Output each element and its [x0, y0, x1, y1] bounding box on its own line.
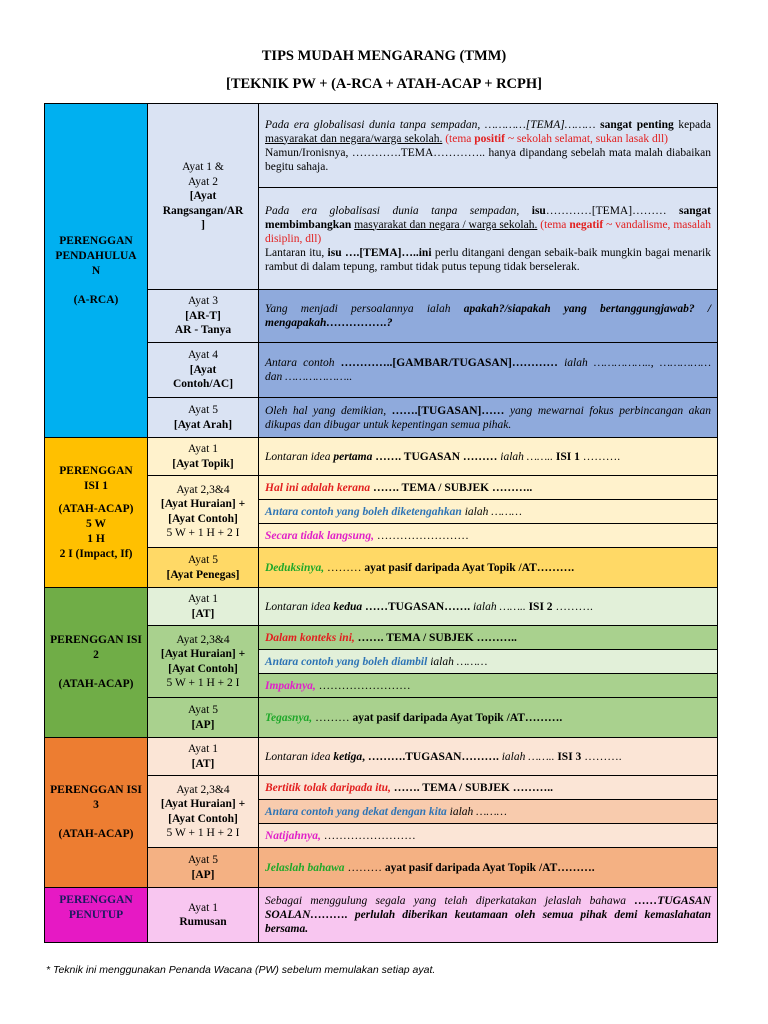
text-isi2-impak: Impaknya, ……………………	[259, 674, 718, 698]
page-subtitle: [TEKNIK PW + (A-RCA + ATAH-ACAP + RCPH]	[226, 76, 542, 92]
text-isi2-penegas: Tegasnya, ……… ayat pasif daripada Ayat Topik /AT……….	[259, 698, 718, 738]
text-penutup: Sebagai menggulung segala yang telah diperkatakan jelaslah bahawa ……TUGASAN SOALAN………. perlulah diberikan keutamaan oleh semua pihak demi kemaslahatan bersama.	[259, 888, 718, 943]
section-isi-1: PERENGGAN ISI 1 (ATAH-ACAP) 5 W 1 H 2 I (Impact, If)	[45, 438, 148, 588]
text-isi2-topik: Lontaran idea kedua ……TUGASAN……. ialah …….. ISI 2 ……….	[259, 588, 718, 626]
ayat-topik: Ayat 1 [AT]	[148, 738, 259, 776]
ayat-rumusan: Ayat 1 Rumusan	[148, 888, 259, 943]
section-isi-3: PERENGGAN ISI 3 (ATAH-ACAP)	[45, 738, 148, 888]
ayat-1-2-rangsangan: Ayat 1 & Ayat 2 [Ayat Rangsangan/AR ]	[148, 104, 259, 290]
text-isi3-penegas: Jelaslah bahawa ……… ayat pasif daripada Ayat Topik /AT……….	[259, 848, 718, 888]
page-title: TIPS MUDAH MENGARANG (TMM)	[261, 48, 507, 64]
text-ayat-arah: Oleh hal yang demikian, …….[TUGASAN]…… yang mewarnai fokus perbincangan akan dikupas dan dibugar untuk kepentingan semua pihak.	[259, 398, 718, 438]
footnote: * Teknik ini menggunakan Penanda Wacana (PW) sebelum memulakan setiap ayat.	[46, 964, 436, 976]
text-isi1-impak: Secara tidak langsung, ……………………	[259, 524, 718, 548]
text-isi2-huraian: Dalam konteks ini, ……. TEMA / SUBJEK ………..	[259, 626, 718, 650]
section-penutup: PERENGGAN PENUTUP	[45, 888, 148, 943]
ayat-topik: Ayat 1 [Ayat Topik]	[148, 438, 259, 476]
text-isi3-topik: Lontaran idea ketiga, ……….TUGASAN………. ialah …….. ISI 3 ……….	[259, 738, 718, 776]
section-isi-2: PERENGGAN ISI 2 (ATAH-ACAP)	[45, 588, 148, 738]
ayat-topik: Ayat 1 [AT]	[148, 588, 259, 626]
text-isi1-huraian: Hal ini adalah kerana ……. TEMA / SUBJEK ………..	[259, 476, 718, 500]
ayat-huraian: Ayat 2,3&4 [Ayat Huraian] + [Ayat Contoh] 5 W + 1 H + 2 I	[148, 776, 259, 848]
ayat-huraian: Ayat 2,3&4 [Ayat Huraian] + [Ayat Contoh] 5 W + 1 H + 2 I	[148, 476, 259, 548]
section-pendahuluan: PERENGGAN PENDAHULUA N (A-RCA)	[45, 104, 148, 438]
ayat-penegas: Ayat 5 [AP]	[148, 848, 259, 888]
text-rangsangan-negatif: Pada era globalisasi dunia tanpa sempadan, isu…………[TEMA]……… sangat membimbangkan masyarakat dan negara / warga sekolah. (tema negatif ~ vandalisme, masalah disiplin, dll) Lantaran itu, isu ….[TEMA]…..ini perlu ditangani dengan sebaik-baik mungkin bagai menarik rambut di dalam tepung, rambut tidak putus tepung tidak berselerak.	[259, 188, 718, 290]
ayat-3-ar-tanya: Ayat 3 [AR-T] AR - Tanya	[148, 290, 259, 343]
essay-technique-table	[44, 103, 718, 943]
text-ar-tanya: Yang menjadi persoalannya ialah apakah?/siapakah yang bertanggungjawab? / mengapakah…………….?	[259, 290, 718, 343]
ayat-penegas: Ayat 5 [AP]	[148, 698, 259, 738]
text-isi3-contoh: Antara contoh yang dekat dengan kita ialah ………	[259, 800, 718, 824]
ayat-huraian: Ayat 2,3&4 [Ayat Huraian] + [Ayat Contoh] 5 W + 1 H + 2 I	[148, 626, 259, 698]
text-isi3-impak: Natijahnya, ……………………	[259, 824, 718, 848]
text-isi1-topik: Lontaran idea pertama ……. TUGASAN ……… ialah …….. ISI 1 ……….	[259, 438, 718, 476]
ayat-4-contoh: Ayat 4 [Ayat Contoh/AC]	[148, 343, 259, 398]
text-isi1-contoh: Antara contoh yang boleh diketengahkan ialah ………	[259, 500, 718, 524]
text-isi1-penegas: Deduksinya, ……… ayat pasif daripada Ayat Topik /AT……….	[259, 548, 718, 588]
ayat-penegas: Ayat 5 [Ayat Penegas]	[148, 548, 259, 588]
text-ayat-contoh: Antara contoh …………..[GAMBAR/TUGASAN]………… ialah …………….., …………… dan ………………..	[259, 343, 718, 398]
text-isi3-huraian: Bertitik tolak daripada itu, ……. TEMA / SUBJEK ………..	[259, 776, 718, 800]
text-rangsangan-positif: Pada era globalisasi dunia tanpa sempadan, …………[TEMA]……… sangat penting kepada masyarakat dan negara/warga sekolah. (tema positif ~ sekolah selamat, sukan lasak dll) Namun/Ironisnya, ………….TEMA………….. hanya dipandang sebelah mata malah diabaikan begitu sahaja.	[259, 104, 718, 188]
ayat-5-arah: Ayat 5 [Ayat Arah]	[148, 398, 259, 438]
text-isi2-contoh: Antara contoh yang boleh diambil ialah ………	[259, 650, 718, 674]
